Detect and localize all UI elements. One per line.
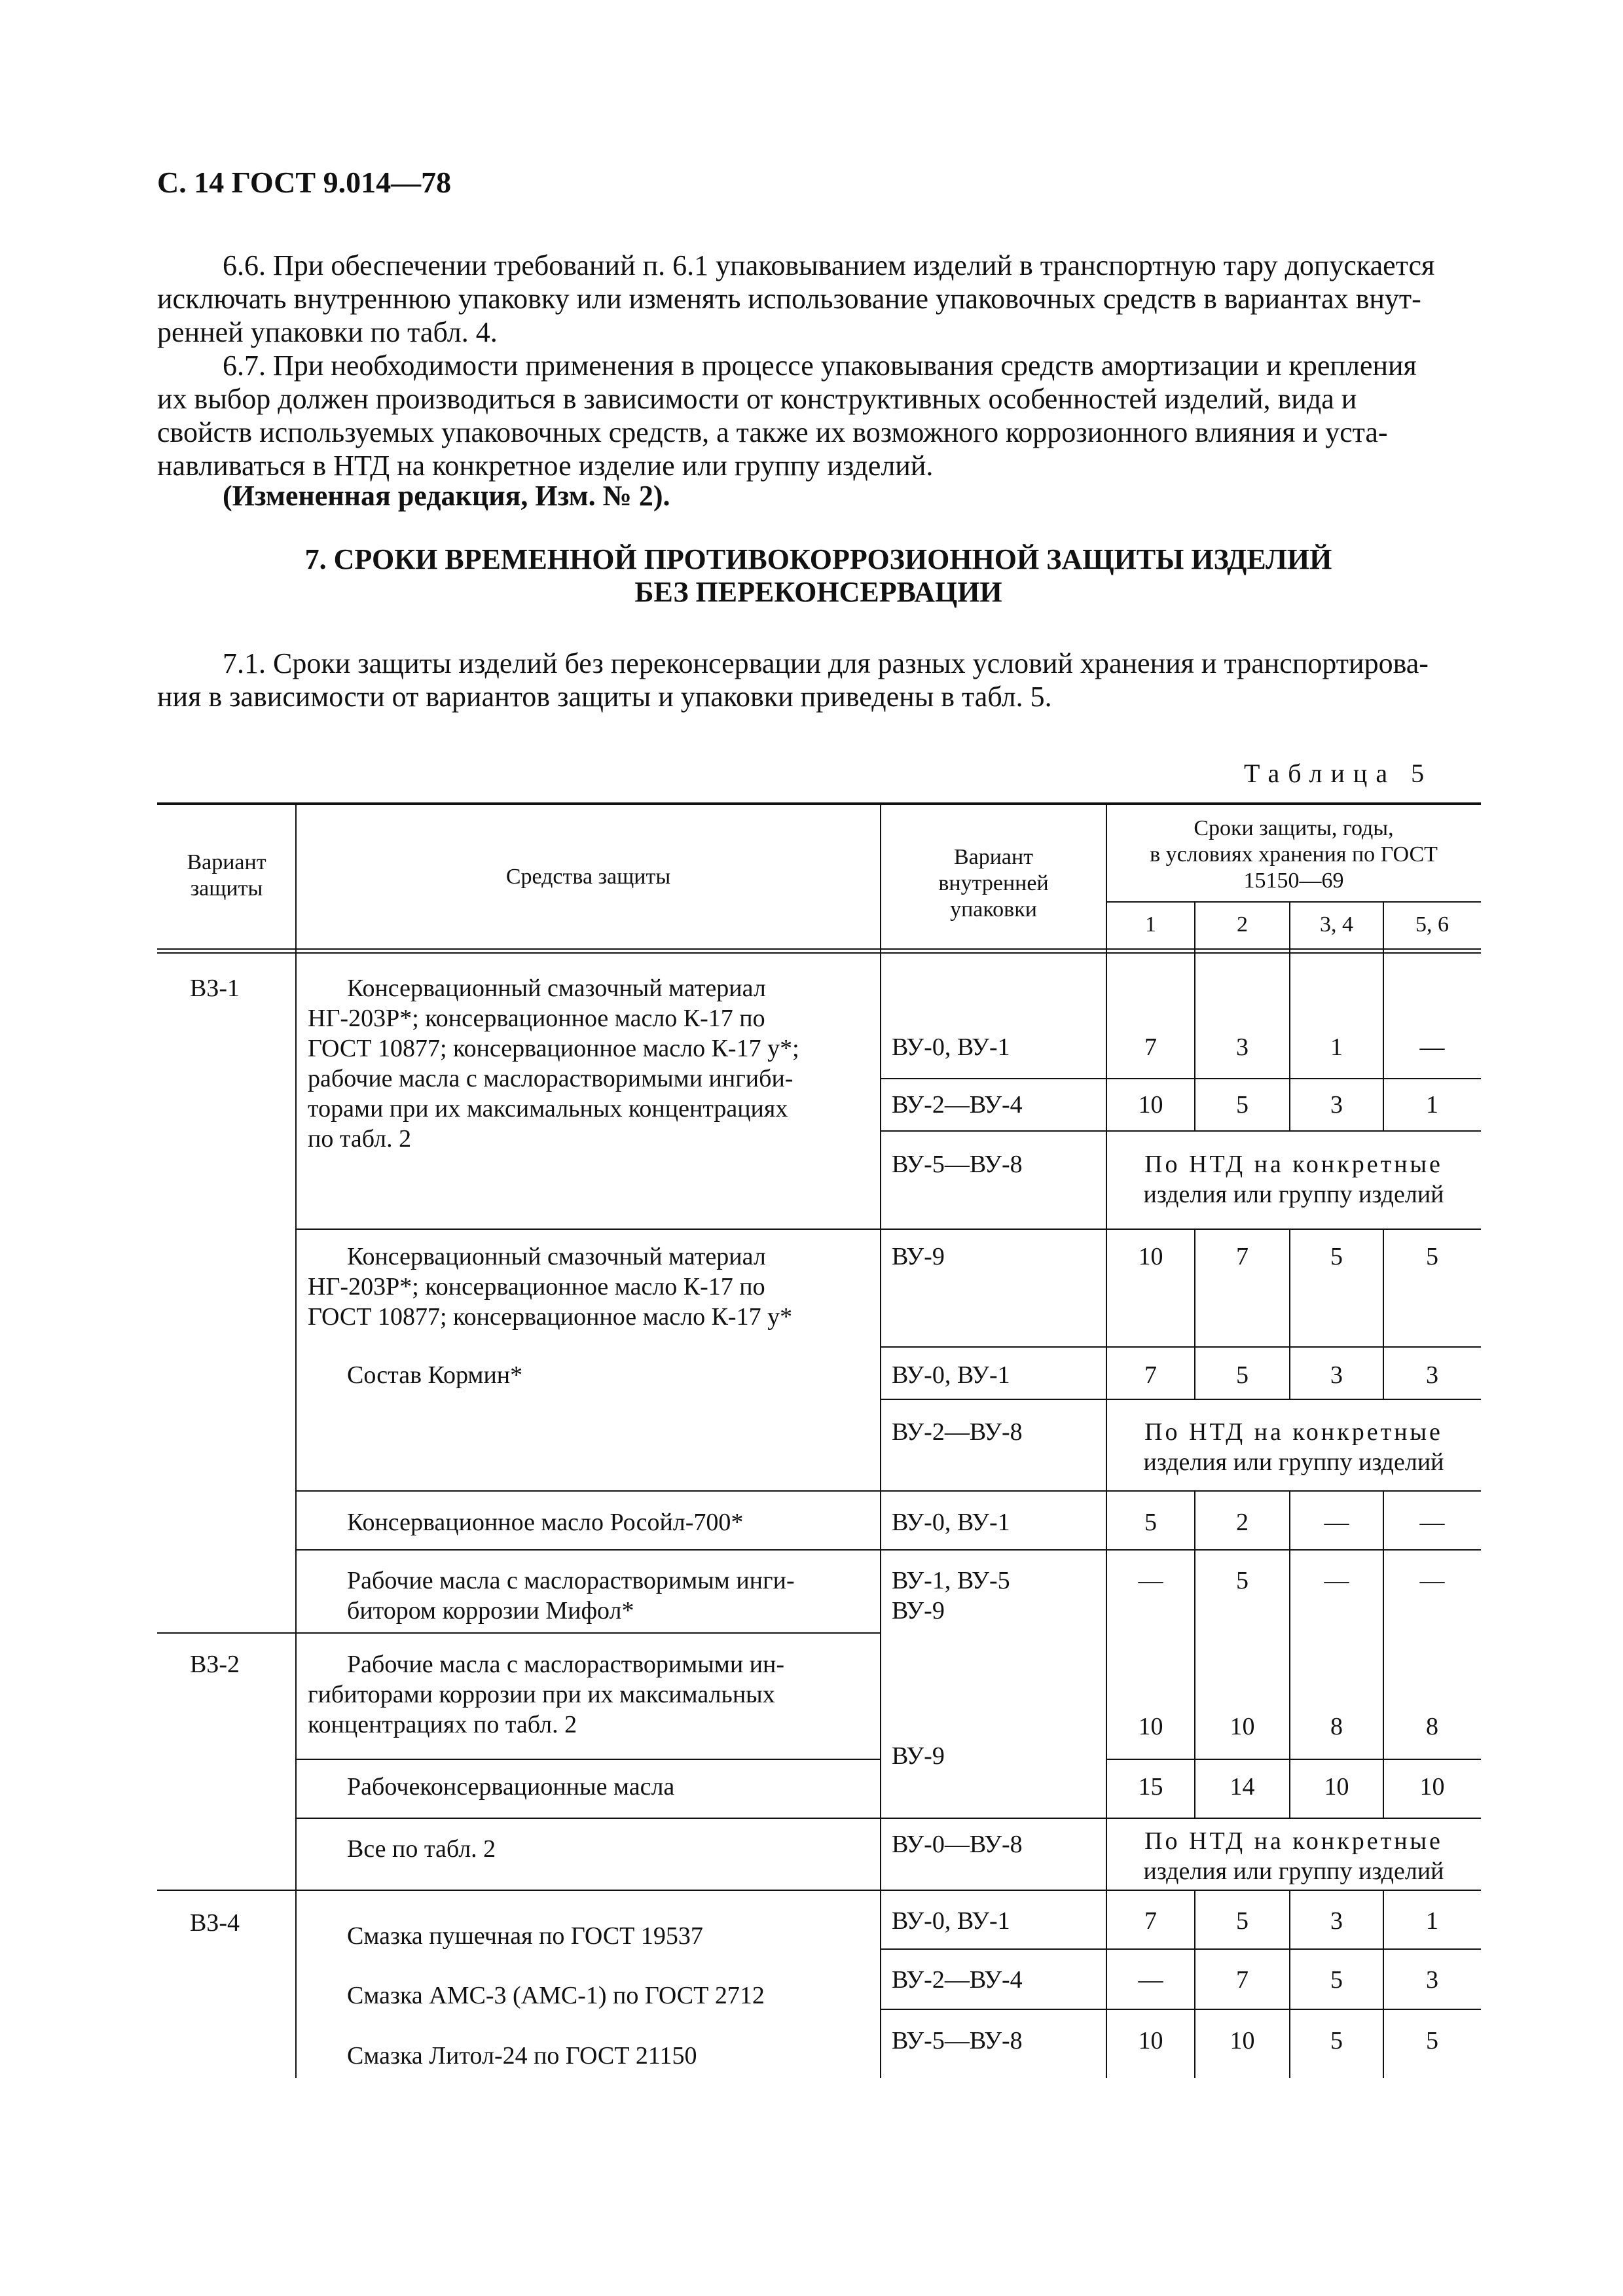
value-cell: 5 <box>1330 1966 1343 1994</box>
means-cell <box>308 1242 858 1332</box>
col-header-1: 1 <box>1145 912 1156 937</box>
text-line: 6.6. При обеспечении требований п. 6.1 упаковыванием изделий в транспортную тару допускается <box>223 249 1435 281</box>
pack-cell: ВУ-0, ВУ-1 <box>892 1907 1010 1935</box>
pack-line: ВУ-1, ВУ-5 <box>892 1567 1010 1594</box>
pack-cell: ВУ-0, ВУ-1 <box>892 1361 1010 1389</box>
means-cell: Все по табл. 2 <box>347 1835 496 1863</box>
value-cell: 1 <box>1426 1907 1438 1935</box>
text-line: ния в зависимости от вариантов защиты и упаковки приведены в табл. 5. <box>157 681 1052 713</box>
value-cell: 5 <box>1236 1091 1249 1119</box>
value-cell: 5 <box>1426 1243 1438 1270</box>
pack-cell: ВУ-9 <box>892 1742 945 1770</box>
means-line: торами при их максимальных концентрациях <box>308 1095 788 1122</box>
means-cell: Смазка пушечная по ГОСТ 19537 <box>347 1922 703 1950</box>
value-cell: — <box>1419 1033 1445 1061</box>
variant-code: ВЗ-1 <box>190 975 240 1002</box>
means-line: Рабочие масла с маслорастворимыми ин- <box>347 1651 785 1678</box>
value-cell: 10 <box>1419 1773 1445 1801</box>
value-cell: 10 <box>1230 1713 1255 1740</box>
pack-line: ВУ-9 <box>892 1597 945 1624</box>
value-cell: 3 <box>1236 1033 1249 1061</box>
pack-cell: ВУ-0, ВУ-1 <box>892 1033 1010 1061</box>
col-header-variant <box>157 850 296 902</box>
value-cell: 10 <box>1138 1243 1163 1270</box>
table-caption: Таблица 5 <box>1244 759 1433 788</box>
value-cell: 5 <box>1330 2027 1343 2054</box>
header-line: внутренней <box>938 871 1049 895</box>
value-cell: 5 <box>1426 2027 1438 2054</box>
value-cell: 10 <box>1230 2027 1255 2054</box>
value-cell: 5 <box>1236 1907 1249 1935</box>
section-title-line: 7. СРОКИ ВРЕМЕННОЙ ПРОТИВОКОРРОЗИОННОЙ ЗАЩИТЫ ИЗДЕЛИЙ <box>304 543 1332 575</box>
value-cell: 7 <box>1236 1966 1249 1994</box>
col-header-5-6: 5, 6 <box>1415 912 1449 937</box>
means-line: по табл. 2 <box>308 1125 412 1153</box>
value-cell: 2 <box>1236 1509 1249 1536</box>
ntd-line: изделия или группу изделий <box>1143 1857 1444 1885</box>
means-cell <box>308 973 858 1154</box>
value-cell: 5 <box>1144 1509 1157 1536</box>
means-cell <box>308 1649 858 1740</box>
means-cell <box>308 1566 858 1626</box>
ntd-line: По НТД на конкретные <box>1144 1151 1443 1178</box>
variant-code: ВЗ-2 <box>190 1651 240 1678</box>
value-cell: — <box>1138 1567 1163 1594</box>
value-cell: — <box>1419 1509 1445 1536</box>
value-cell: 7 <box>1144 1033 1157 1061</box>
variant-code: ВЗ-4 <box>190 1909 240 1937</box>
value-cell: 3 <box>1330 1091 1343 1119</box>
value-cell: 3 <box>1330 1907 1343 1935</box>
col-header-terms <box>1106 816 1481 894</box>
value-cell: 7 <box>1236 1243 1249 1270</box>
text-line: их выбор должен производиться в зависимости от конструктивных особенностей изделий, вида и <box>157 383 1357 415</box>
pack-cell: ВУ-9 <box>892 1243 945 1270</box>
value-cell: 1 <box>1330 1033 1343 1061</box>
value-cell: 1 <box>1426 1091 1438 1119</box>
text-line: 7.1. Сроки защиты изделий без переконсервации для разных условий хранения и транспортирова- <box>223 647 1429 679</box>
value-cell: — <box>1324 1509 1349 1536</box>
header-line: Сроки защиты, годы, <box>1194 816 1394 840</box>
page-header: С. 14 ГОСТ 9.014—78 <box>157 166 452 199</box>
means-line: Консервационный смазочный материал <box>347 975 766 1002</box>
value-cell: 8 <box>1426 1713 1438 1740</box>
means-line: битором коррозии Мифол* <box>347 1597 634 1624</box>
col-header-3-4: 3, 4 <box>1320 912 1353 937</box>
value-cell: 10 <box>1138 1091 1163 1119</box>
pack-cell: ВУ-5—ВУ-8 <box>892 2027 1023 2054</box>
ntd-line: изделия или группу изделий <box>1143 1448 1444 1476</box>
ntd-line: изделия или группу изделий <box>1143 1181 1444 1208</box>
ntd-line: По НТД на конкретные <box>1144 1827 1443 1855</box>
value-cell: 3 <box>1426 1361 1438 1389</box>
pack-cell: ВУ-2—ВУ-4 <box>892 1966 1023 1994</box>
header-line: упаковки <box>950 897 1037 922</box>
value-cell: 5 <box>1330 1243 1343 1270</box>
value-cell: — <box>1138 1966 1163 1994</box>
pack-cell <box>892 1566 1010 1626</box>
ntd-note <box>1106 1826 1481 1886</box>
value-cell: — <box>1419 1567 1445 1594</box>
value-cell: 8 <box>1330 1713 1343 1740</box>
means-line: НГ-203Р*; консервационное масло К-17 по <box>308 1005 765 1032</box>
pack-cell: ВУ-2—ВУ-8 <box>892 1418 1023 1446</box>
means-line: Рабочие масла с маслорастворимым инги- <box>347 1567 795 1594</box>
value-cell: 15 <box>1138 1773 1163 1801</box>
pack-cell: ВУ-0—ВУ-8 <box>892 1831 1023 1858</box>
text-line: навливаться в НТД на конкретное изделие или группу изделий. <box>157 450 934 482</box>
value-cell: 10 <box>1324 1773 1349 1801</box>
text-line: исключать внутреннюю упаковку или изменять использование упаковочных средств в вариантах внут- <box>157 283 1421 315</box>
header-line: 15150—69 <box>1243 869 1344 893</box>
means-line: рабочие масла с маслорастворимыми ингиби- <box>308 1065 793 1092</box>
means-line: концентрациях по табл. 2 <box>308 1711 577 1738</box>
ntd-note <box>1106 1149 1481 1210</box>
header-line: защиты <box>190 876 263 901</box>
means-cell: Смазка Литол-24 по ГОСТ 21150 <box>347 2042 697 2070</box>
means-line: ГОСТ 10877; консервационное масло К-17 у*; <box>308 1035 799 1062</box>
value-cell: 5 <box>1236 1361 1249 1389</box>
means-line: ГОСТ 10877; консервационное масло К-17 у* <box>308 1303 793 1331</box>
means-line: гибиторами коррозии при их максимальных <box>308 1681 775 1708</box>
col-header-means: Средства защиты <box>505 865 671 889</box>
text-line: ренней упаковки по табл. 4. <box>157 316 498 348</box>
value-cell: 14 <box>1230 1773 1255 1801</box>
means-line: НГ-203Р*; консервационное масло К-17 по <box>308 1273 765 1300</box>
ntd-line: По НТД на конкретные <box>1144 1418 1443 1446</box>
value-cell: 7 <box>1144 1361 1157 1389</box>
value-cell: 3 <box>1426 1966 1438 1994</box>
col-header-2: 2 <box>1237 912 1248 937</box>
value-cell: 10 <box>1138 1713 1163 1740</box>
means-cell: Консервационное масло Росойл-700* <box>347 1509 744 1536</box>
means-line: Консервационный смазочный материал <box>347 1243 766 1270</box>
section-title-line: БЕЗ ПЕРЕКОНСЕРВАЦИИ <box>634 576 1002 608</box>
value-cell: 7 <box>1144 1907 1157 1935</box>
means-cell: Состав Кормин* <box>347 1361 523 1389</box>
value-cell: — <box>1324 1567 1349 1594</box>
text-line: 6.7. При необходимости применения в процессе упаковывания средств амортизации и крепления <box>223 350 1417 382</box>
value-cell: 3 <box>1330 1361 1343 1389</box>
pack-cell: ВУ-2—ВУ-4 <box>892 1091 1023 1119</box>
pack-cell: ВУ-0, ВУ-1 <box>892 1509 1010 1536</box>
means-cell: Рабочеконсервационные масла <box>347 1773 675 1801</box>
ntd-note <box>1106 1417 1481 1477</box>
value-cell: 10 <box>1138 2027 1163 2054</box>
header-line: Вариант <box>953 845 1034 869</box>
header-line: в условиях хранения по ГОСТ <box>1150 842 1438 867</box>
amendment-note: (Измененная редакция, Изм. № 2). <box>223 480 670 512</box>
means-cell: Смазка АМС-3 (АМС-1) по ГОСТ 2712 <box>347 1982 765 2009</box>
header-line: Вариант <box>187 850 266 874</box>
pack-cell: ВУ-5—ВУ-8 <box>892 1151 1023 1178</box>
col-header-inner-pack <box>881 844 1106 923</box>
value-cell: 5 <box>1236 1567 1249 1594</box>
text-line: свойств используемых упаковочных средств, а также их возможного коррозионного влияния и уста- <box>157 416 1388 448</box>
